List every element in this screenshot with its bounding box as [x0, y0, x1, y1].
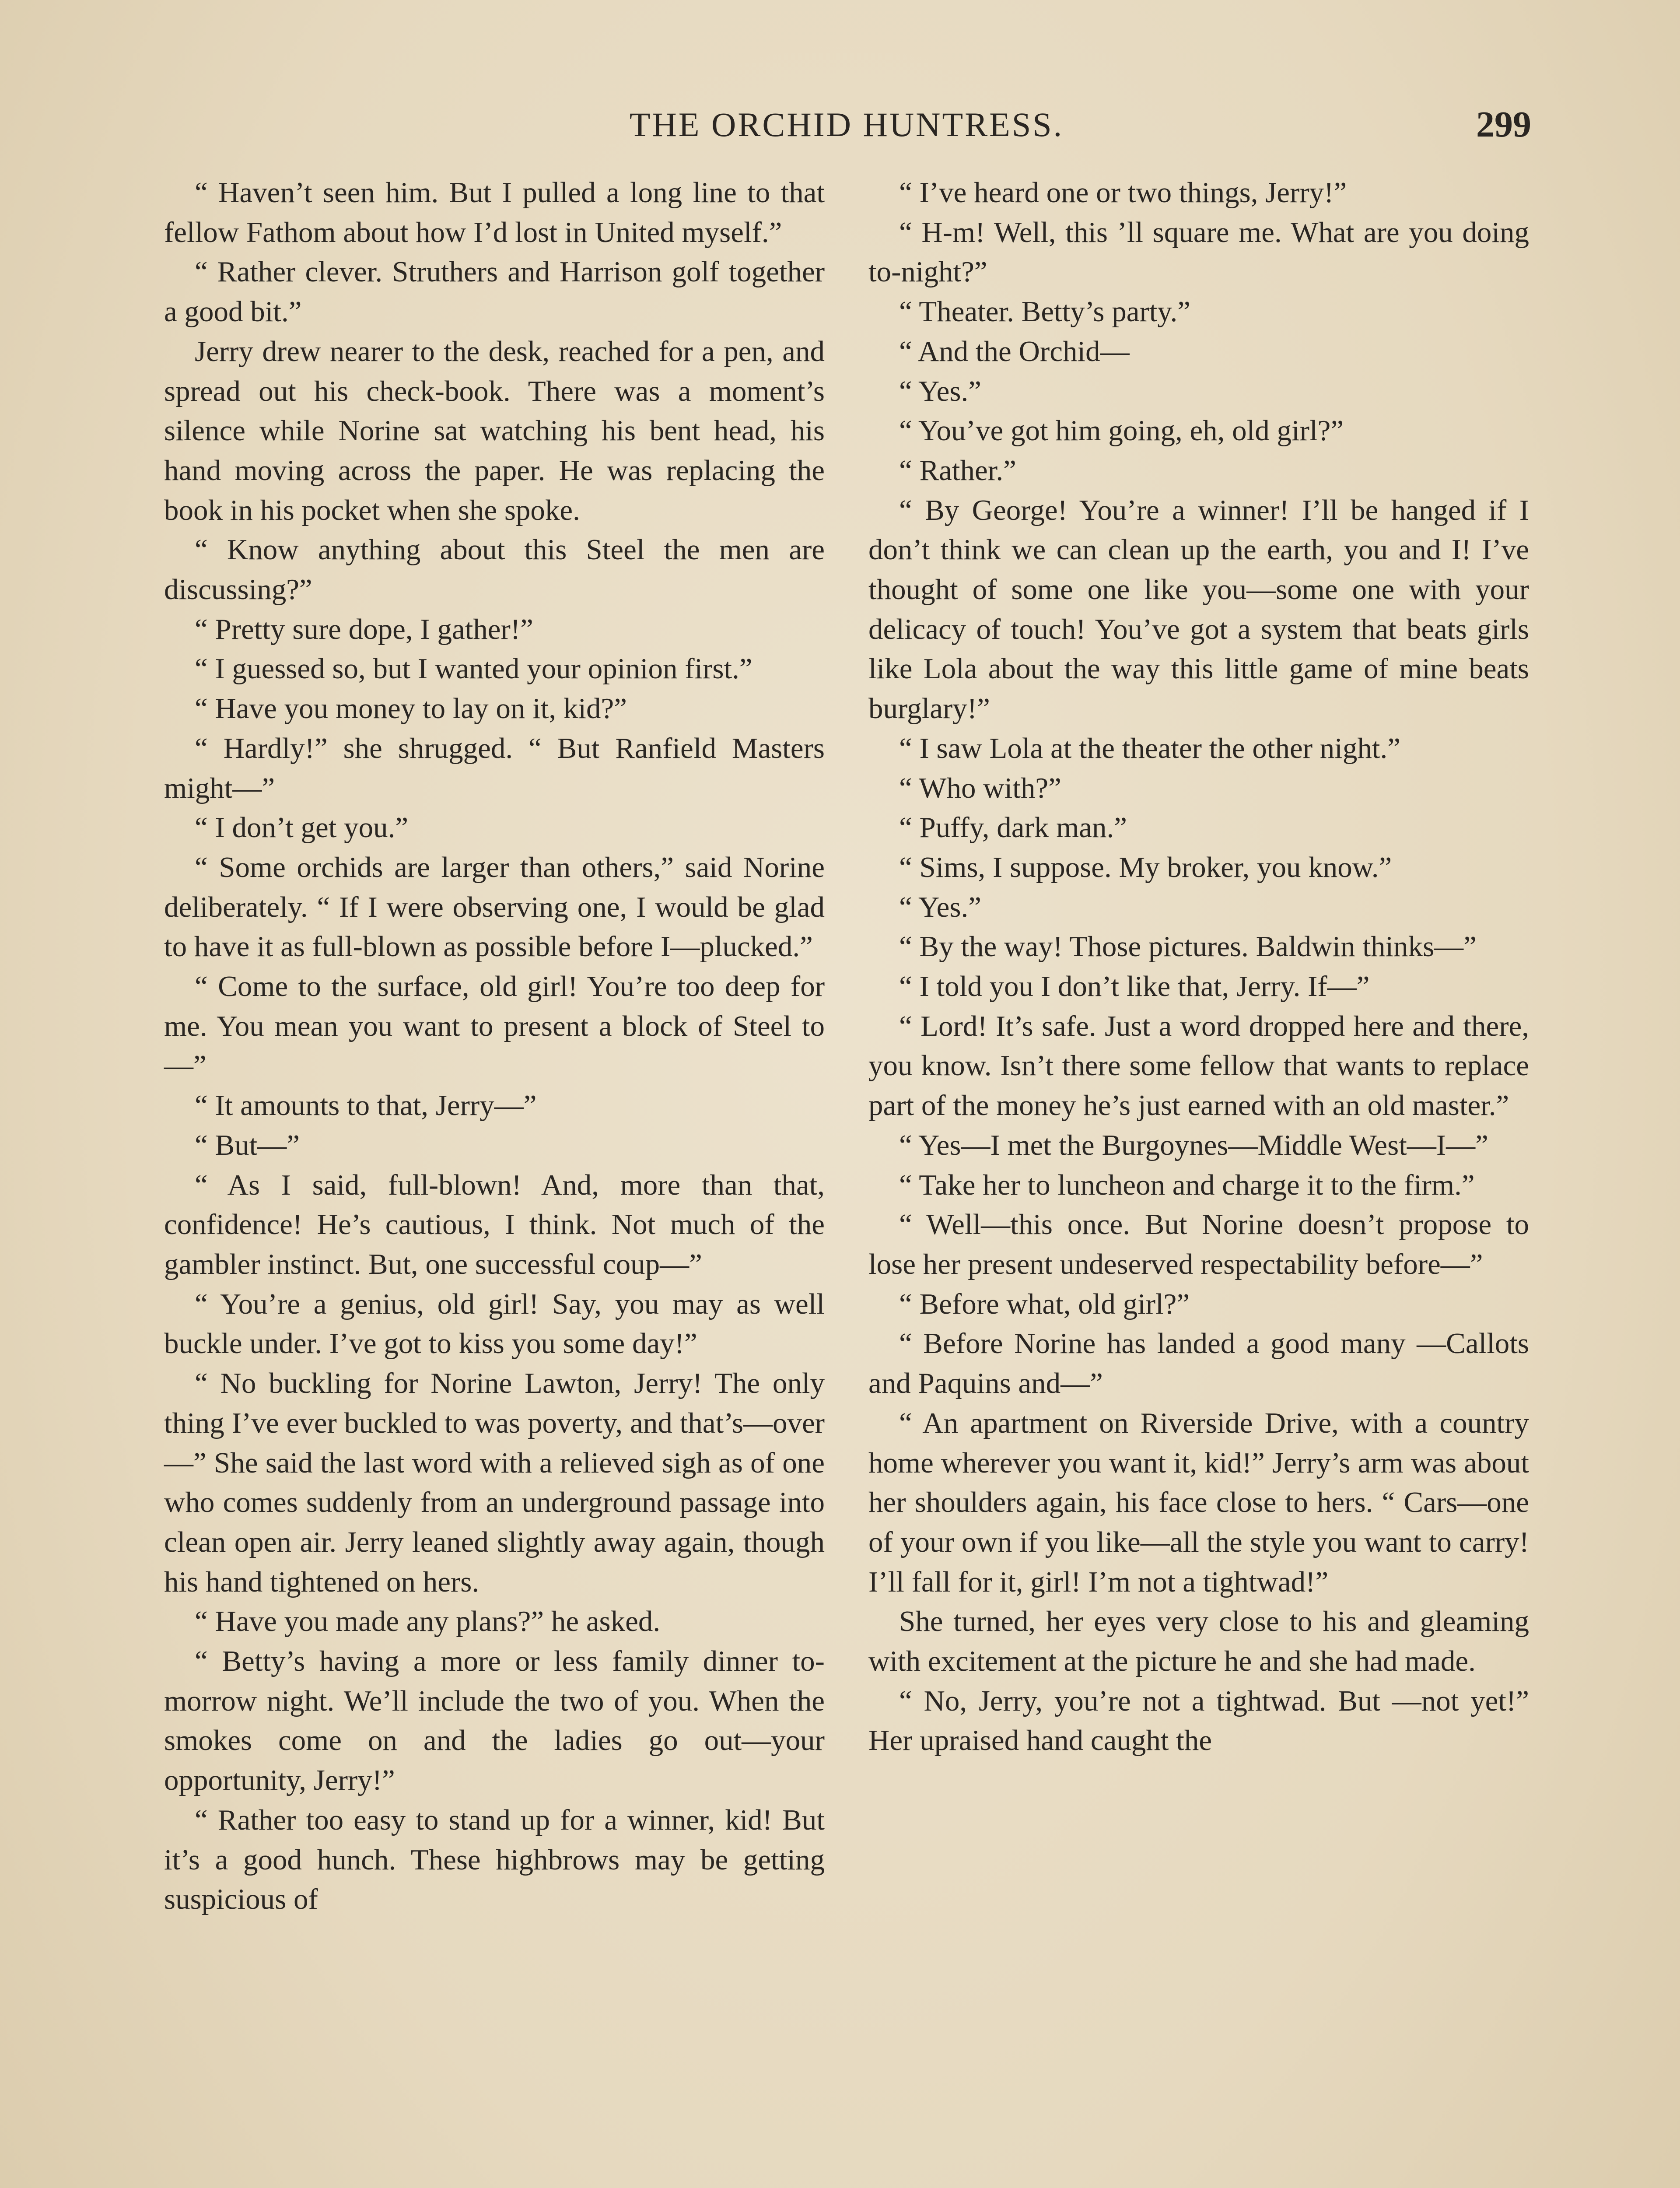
paragraph: “ I don’t get you.”: [195, 811, 409, 844]
paragraph: “ Come to the surface, old girl! You’re too deep for me. You mean you want to present a block of Steel to—”: [164, 970, 825, 1082]
paragraph: “ Lord! It’s safe. Just a word dropped here and there, you know. Isn’t there some fellow that wants to replace part of the money he’s just earned with an old master.”: [868, 1010, 1529, 1122]
paragraph: “ Who with?”: [899, 771, 1061, 804]
paragraph: “ But—”: [195, 1129, 300, 1161]
paragraph: “ Rather too easy to stand up for a winner, kid! But it’s a good hunch. These highbrows may be getting suspicious of: [164, 1803, 825, 1916]
paragraph: “ I told you I don’t like that, Jerry. If—”: [899, 970, 1370, 1003]
paragraph: “ H-m! Well, this ’ll square me. What are you doing to-night?”: [868, 216, 1529, 288]
paragraph: “ No buckling for Norine Lawton, Jerry! The only thing I’ve ever buckled to was poverty, and that’s—over—” She said the last word with a relieved sigh as of one who comes suddenly from an underground passage into clean open air. Jerry leaned slightly away again, though his hand tightened on hers.: [164, 1367, 825, 1598]
paragraph: She turned, her eyes very close to his and gleaming with excitement at the picture he and she had made.: [868, 1605, 1529, 1678]
paragraph: “ Have you money to lay on it, kid?”: [195, 692, 627, 725]
paragraph: “ And the Orchid—: [899, 335, 1130, 368]
paragraph: Jerry drew nearer to the desk, reached for a pen, and spread out his check-book. There was a moment’s silence while Norine sat watching his bent head, his hand moving across the paper. He was replacing the book in his pocket when she spoke.: [164, 335, 825, 526]
paragraph: “ Before what, old girl?”: [899, 1287, 1190, 1320]
paragraph: “ It amounts to that, Jerry—”: [195, 1089, 537, 1122]
paragraph: “ Take her to luncheon and charge it to the firm.”: [899, 1168, 1475, 1201]
paragraph: “ I’ve heard one or two things, Jerry!”: [899, 176, 1347, 209]
paragraph: “ By the way! Those pictures. Baldwin thinks—”: [899, 930, 1477, 963]
paragraph: “ Rather.”: [899, 454, 1016, 487]
paragraph: “ Some orchids are larger than others,” said Norine deliberately. “ If I were observing one, I would be glad to have it as full-blown as possible before I—plucked.”: [164, 851, 825, 963]
running-title: THE ORCHID HUNTRESS.: [629, 105, 1064, 144]
paragraph: “ I guessed so, but I wanted your opinion first.”: [195, 652, 752, 685]
paragraph: “ As I said, full-blown! And, more than that, confidence! He’s cautious, I think. Not much of the gambler instinct. But, one successful coup—”: [164, 1168, 825, 1280]
paragraph: “ You’ve got him going, eh, old girl?”: [899, 414, 1344, 447]
page-number: 299: [1476, 104, 1531, 145]
paragraph: “ Hardly!” she shrugged. “ But Ranfield Masters might—”: [164, 732, 825, 804]
paragraph: “ Haven’t seen him. But I pulled a long line to that fellow Fathom about how I’d lost in United myself.”: [164, 176, 825, 249]
paragraph: “ Well—this once. But Norine doesn’t propose to lose her present undeserved respectability before—”: [868, 1208, 1529, 1280]
paragraph: “ An apartment on Riverside Drive, with a country home wherever you want it, kid!” Jerry’s arm was about her shoulders again, his face close to hers. “ Cars—one of your own if you like—all the style you want to carry! I’ll fall for it, girl! I’m not a tightwad!”: [868, 1406, 1529, 1598]
paragraph: “ I saw Lola at the theater the other night.”: [899, 732, 1400, 764]
paragraph: “ Betty’s having a more or less family dinner to-morrow night. We’ll include the two of you. When the smokes come on and the ladies go out—your opportunity, Jerry!”: [164, 1645, 825, 1797]
paragraph: “ Have you made any plans?” he asked.: [195, 1605, 661, 1638]
paragraph: “ By George! You’re a winner! I’ll be hanged if I don’t think we can clean up the earth, you and I! I’ve thought of some one like you—some one with your delicacy of touch! You’ve got a system that beats girls like Lola about the way this little game of mine beats burglary!”: [868, 494, 1529, 725]
paragraph: “ Yes—I met the Burgoynes—Middle West—I—”: [899, 1129, 1488, 1161]
paragraph: “ You’re a genius, old girl! Say, you may as well buckle under. I’ve got to kiss you some day!”: [164, 1287, 825, 1360]
left-column: [164, 173, 825, 1919]
paragraph: “ Sims, I suppose. My broker, you know.”: [899, 851, 1392, 884]
paragraph: “ Pretty sure dope, I gather!”: [195, 613, 533, 645]
paragraph: “ Rather clever. Struthers and Harrison golf together a good bit.”: [164, 256, 825, 328]
page-header: [162, 98, 1531, 151]
right-column: [868, 173, 1529, 1760]
paragraph: “ Puffy, dark man.”: [899, 811, 1127, 844]
paragraph: “ Know anything about this Steel the men are discussing?”: [164, 533, 825, 606]
paragraph: “ Yes.”: [899, 375, 981, 407]
paragraph: “ Before Norine has landed a good many —Callots and Paquins and—”: [868, 1327, 1529, 1400]
paragraph: “ Theater. Betty’s party.”: [899, 295, 1191, 328]
paragraph: “ No, Jerry, you’re not a tightwad. But —not yet!” Her upraised hand caught the: [868, 1684, 1529, 1757]
paragraph: “ Yes.”: [899, 891, 981, 923]
